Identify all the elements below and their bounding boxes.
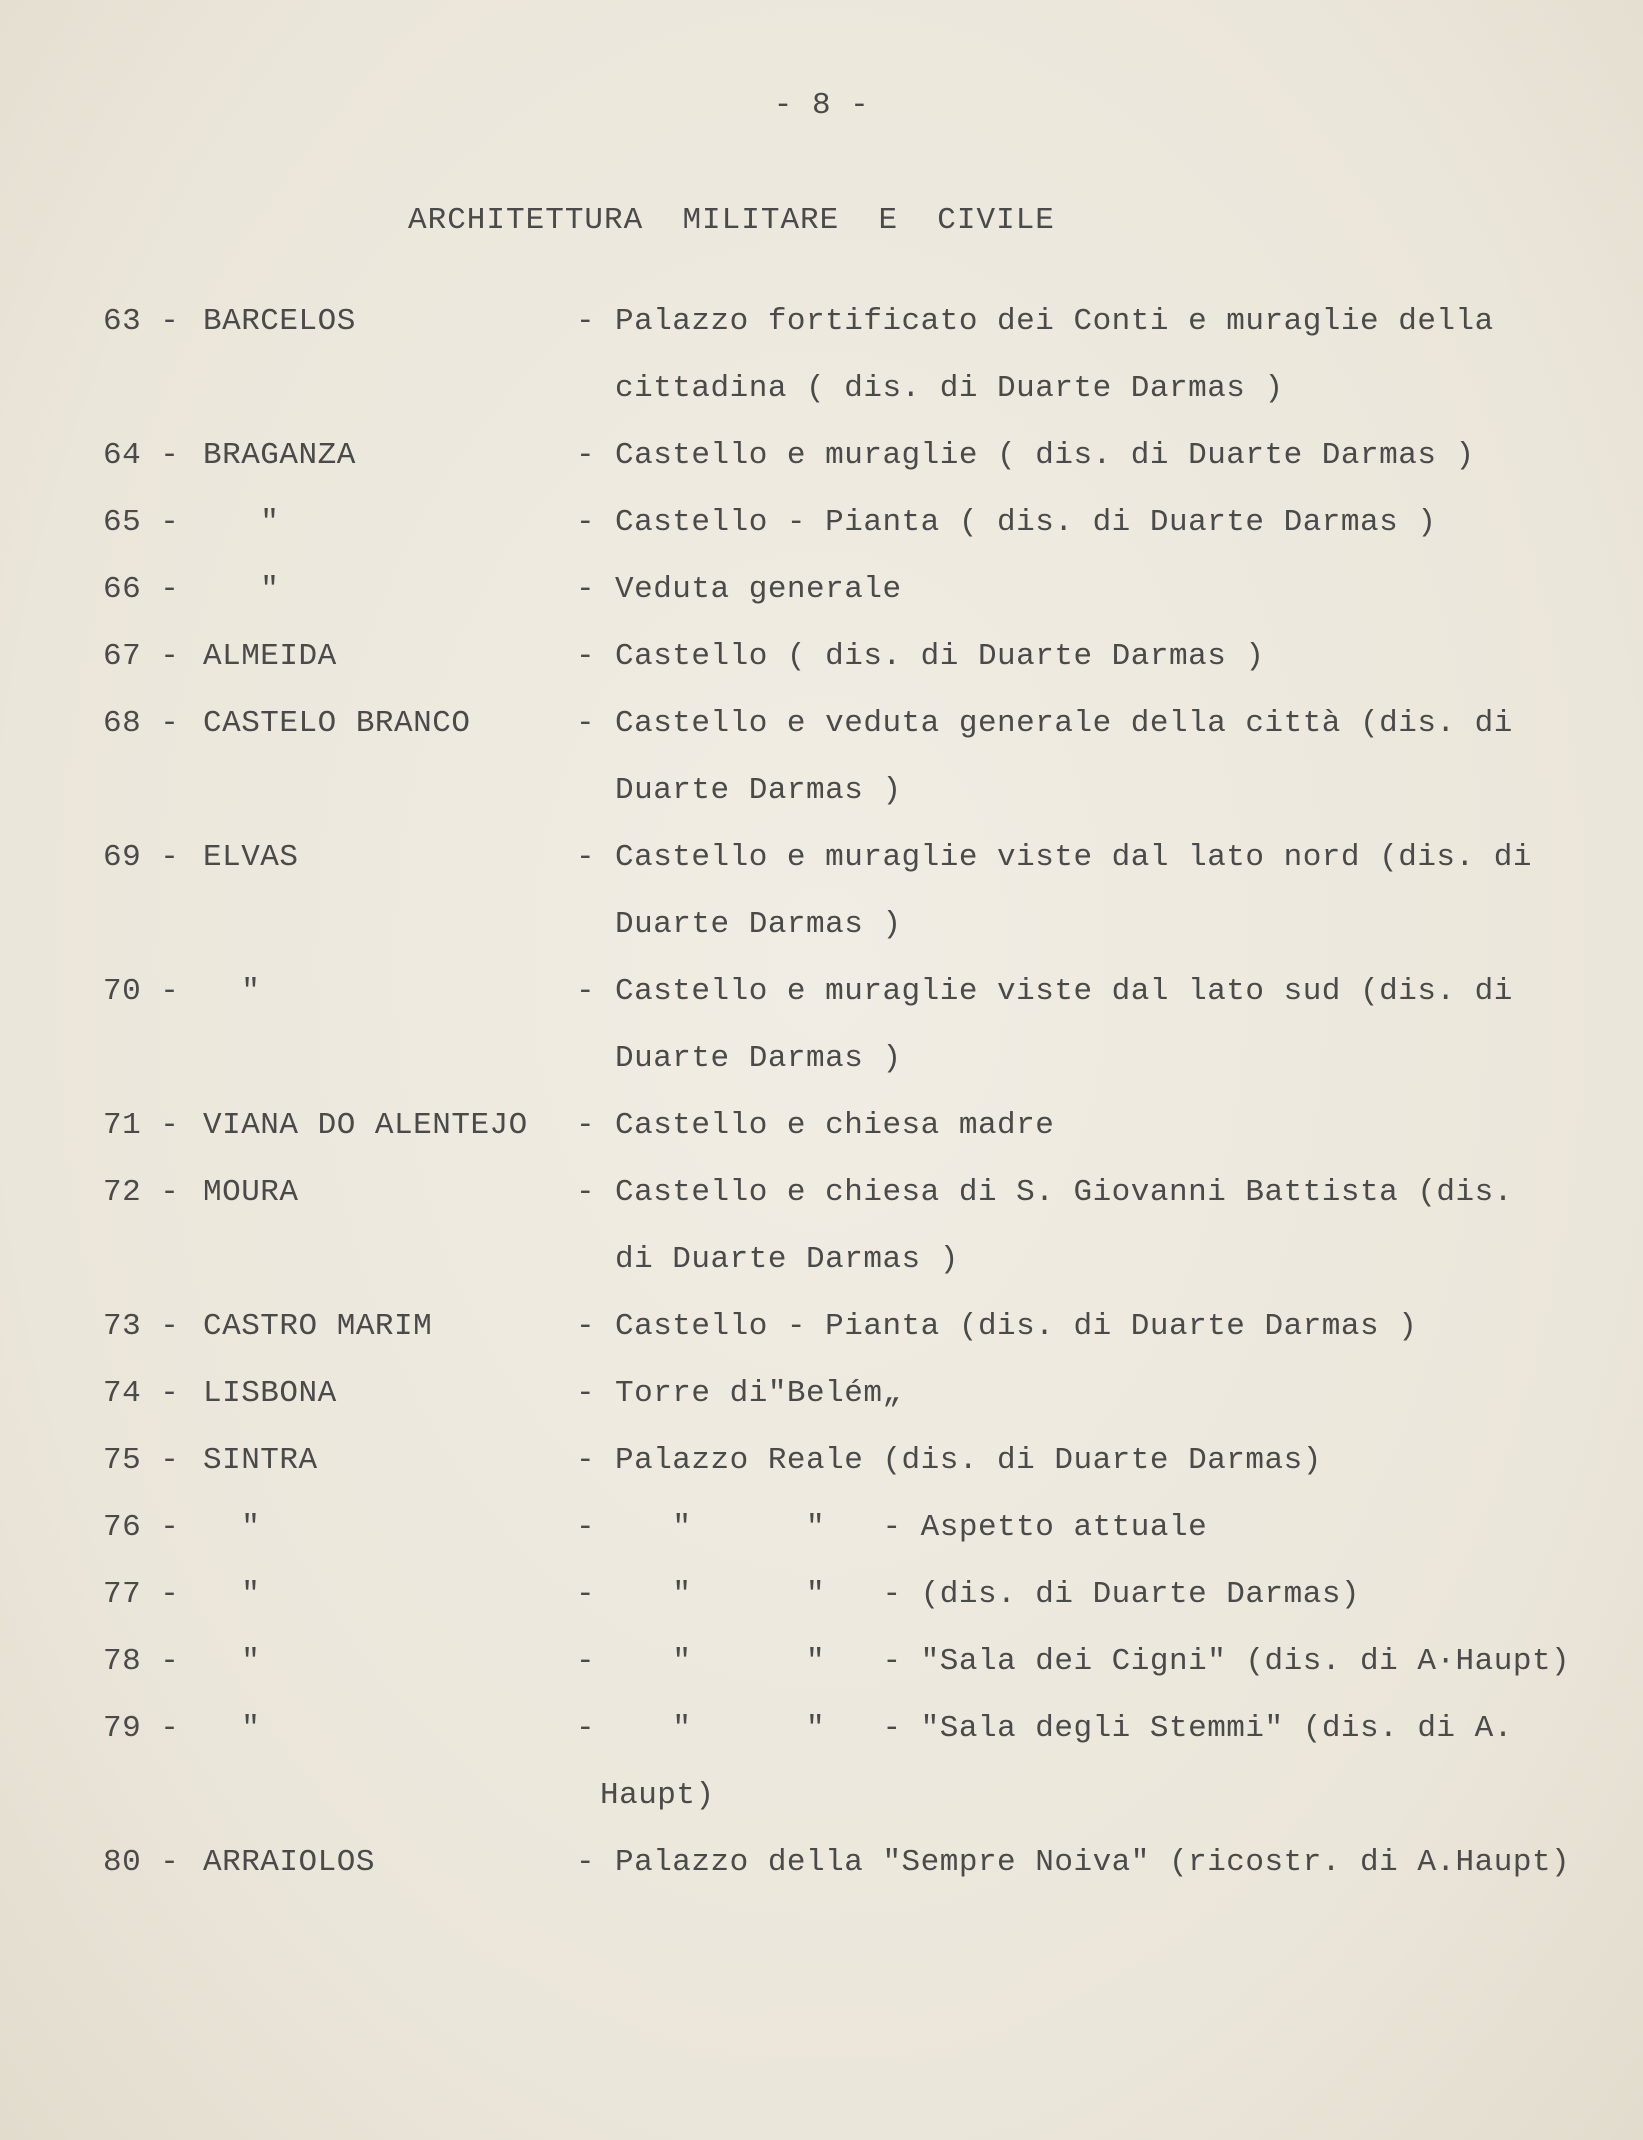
- entry-description: [615, 1092, 1625, 1159]
- entry-description-line: di Duarte Darmas ): [615, 1242, 959, 1277]
- entry-number: 74 -: [103, 1376, 180, 1411]
- entry-dash: -: [576, 1845, 596, 1880]
- entry-number: 67 -: [103, 639, 180, 674]
- entry-dash: -: [576, 505, 596, 540]
- entry-description: [615, 1360, 1625, 1427]
- entry-description: [615, 288, 1625, 422]
- entry-description-line: Palazzo Reale (dis. di Duarte Darmas): [615, 1443, 1322, 1478]
- entry-description: [615, 1829, 1625, 1896]
- entry-place: ": [203, 1510, 261, 1545]
- entry-description: [615, 489, 1625, 556]
- catalogue-entry: [0, 556, 1643, 623]
- entry-description-line: Veduta generale: [615, 572, 902, 607]
- entry-place: BRAGANZA: [203, 438, 356, 473]
- entry-description: [615, 1494, 1625, 1561]
- catalogue-entry: [0, 1293, 1643, 1360]
- entry-place: BARCELOS: [203, 304, 356, 339]
- entry-description-line: " " - (dis. di Duarte Darmas): [615, 1577, 1361, 1612]
- catalogue-entry: [0, 1159, 1643, 1293]
- entry-dash: -: [576, 1711, 596, 1746]
- entry-number: 69 -: [103, 840, 180, 875]
- catalogue-entry: [0, 824, 1643, 958]
- entry-number: 65 -: [103, 505, 180, 540]
- catalogue-entry: [0, 1427, 1643, 1494]
- page-number: - 8 -: [773, 88, 870, 123]
- entry-description-line: " " - "Sala dei Cigni" (dis. di A·Haupt): [615, 1644, 1571, 1679]
- entry-description-line: Castello e chiesa madre: [615, 1108, 1055, 1143]
- entry-description-line: Duarte Darmas ): [615, 1041, 902, 1076]
- entry-description: [615, 623, 1625, 690]
- entry-description: [615, 958, 1625, 1092]
- entry-dash: -: [576, 639, 596, 674]
- entry-number: 71 -: [103, 1108, 180, 1143]
- entry-number: 68 -: [103, 706, 180, 741]
- entry-number: 72 -: [103, 1175, 180, 1210]
- entry-description: [615, 690, 1625, 824]
- catalogue-entry: [0, 1561, 1643, 1628]
- entry-place: ": [203, 572, 280, 607]
- catalogue-entry: [0, 958, 1643, 1092]
- entry-description-line: Castello e chiesa di S. Giovanni Battista (dis.: [615, 1175, 1513, 1210]
- entry-description: [615, 824, 1625, 958]
- entry-number: 80 -: [103, 1845, 180, 1880]
- entry-place: LISBONA: [203, 1376, 337, 1411]
- catalogue-entry: [0, 1628, 1643, 1695]
- entry-number: 70 -: [103, 974, 180, 1009]
- entry-dash: -: [576, 1443, 596, 1478]
- entry-description: [615, 1628, 1625, 1695]
- entry-dash: -: [576, 1175, 596, 1210]
- entry-description-line: Palazzo fortificato dei Conti e muraglie della: [615, 304, 1494, 339]
- catalogue-entry: [0, 288, 1643, 422]
- entry-number: 79 -: [103, 1711, 180, 1746]
- entry-place: CASTELO BRANCO: [203, 706, 471, 741]
- entry-dash: -: [576, 1577, 596, 1612]
- entry-number: 78 -: [103, 1644, 180, 1679]
- catalogue-entry: [0, 623, 1643, 690]
- entry-dash: -: [576, 572, 596, 607]
- entry-place: ": [203, 1711, 261, 1746]
- entry-dash: -: [576, 974, 596, 1009]
- catalogue-entry: [0, 422, 1643, 489]
- entry-description: [615, 1427, 1625, 1494]
- entry-place: MOURA: [203, 1175, 299, 1210]
- entry-dash: -: [576, 706, 596, 741]
- entry-dash: -: [576, 1108, 596, 1143]
- entry-description-line: Castello - Pianta (dis. di Duarte Darmas ): [615, 1309, 1418, 1344]
- catalogue-entry: [0, 1360, 1643, 1427]
- entry-number: 73 -: [103, 1309, 180, 1344]
- entry-description-line: " " - "Sala degli Stemmi" (dis. di A.: [615, 1711, 1513, 1746]
- entry-description-line: Palazzo della "Sempre Noiva" (ricostr. di A.Haupt): [615, 1845, 1571, 1880]
- entry-description-line: Castello - Pianta ( dis. di Duarte Darmas ): [615, 505, 1437, 540]
- entry-description-line: Duarte Darmas ): [615, 773, 902, 808]
- entry-number: 77 -: [103, 1577, 180, 1612]
- section-title: ARCHITETTURA MILITARE E CIVILE: [408, 203, 1055, 238]
- entry-list: [0, 288, 1643, 1896]
- entry-dash: -: [576, 304, 596, 339]
- entry-place: CASTRO MARIM: [203, 1309, 433, 1344]
- entry-place: ": [203, 1577, 261, 1612]
- entry-number: 66 -: [103, 572, 180, 607]
- entry-description-line: Castello ( dis. di Duarte Darmas ): [615, 639, 1265, 674]
- entry-place: VIANA DO ALENTEJO: [203, 1108, 528, 1143]
- entry-place: ARRAIOLOS: [203, 1845, 375, 1880]
- catalogue-entry: [0, 489, 1643, 556]
- entry-description-line: cittadina ( dis. di Duarte Darmas ): [615, 371, 1284, 406]
- entry-description: [615, 1561, 1625, 1628]
- entry-description-line: " " - Aspetto attuale: [615, 1510, 1208, 1545]
- entry-description-line: Castello e muraglie ( dis. di Duarte Darmas ): [615, 438, 1475, 473]
- entry-description-line: Castello e muraglie viste dal lato sud (dis. di: [615, 974, 1513, 1009]
- catalogue-entry: [0, 690, 1643, 824]
- entry-place: ": [203, 1644, 261, 1679]
- entry-description: [600, 1695, 1625, 1829]
- entry-dash: -: [576, 840, 596, 875]
- entry-description-line: Castello e muraglie viste dal lato nord (dis. di: [615, 840, 1532, 875]
- entry-description: [615, 1159, 1625, 1293]
- entry-number: 63 -: [103, 304, 180, 339]
- entry-place: ELVAS: [203, 840, 299, 875]
- entry-place: ": [203, 505, 280, 540]
- catalogue-entry: [0, 1829, 1643, 1896]
- entry-description-line: Duarte Darmas ): [615, 907, 902, 942]
- entry-dash: -: [576, 1510, 596, 1545]
- entry-description-line: Haupt): [600, 1778, 715, 1813]
- entry-dash: -: [576, 1644, 596, 1679]
- entry-description: [615, 422, 1625, 489]
- entry-dash: -: [576, 1376, 596, 1411]
- entry-place: ALMEIDA: [203, 639, 337, 674]
- entry-place: SINTRA: [203, 1443, 318, 1478]
- entry-description-line: Torre di"Belém„: [615, 1376, 902, 1411]
- entry-description-line: Castello e veduta generale della città (dis. di: [615, 706, 1513, 741]
- catalogue-entry: [0, 1494, 1643, 1561]
- entry-dash: -: [576, 1309, 596, 1344]
- entry-dash: -: [576, 438, 596, 473]
- catalogue-entry: [0, 1695, 1643, 1829]
- catalogue-entry: [0, 1092, 1643, 1159]
- entry-number: 64 -: [103, 438, 180, 473]
- entry-place: ": [203, 974, 261, 1009]
- entry-number: 76 -: [103, 1510, 180, 1545]
- entry-description: [615, 1293, 1625, 1360]
- entry-number: 75 -: [103, 1443, 180, 1478]
- entry-description: [615, 556, 1625, 623]
